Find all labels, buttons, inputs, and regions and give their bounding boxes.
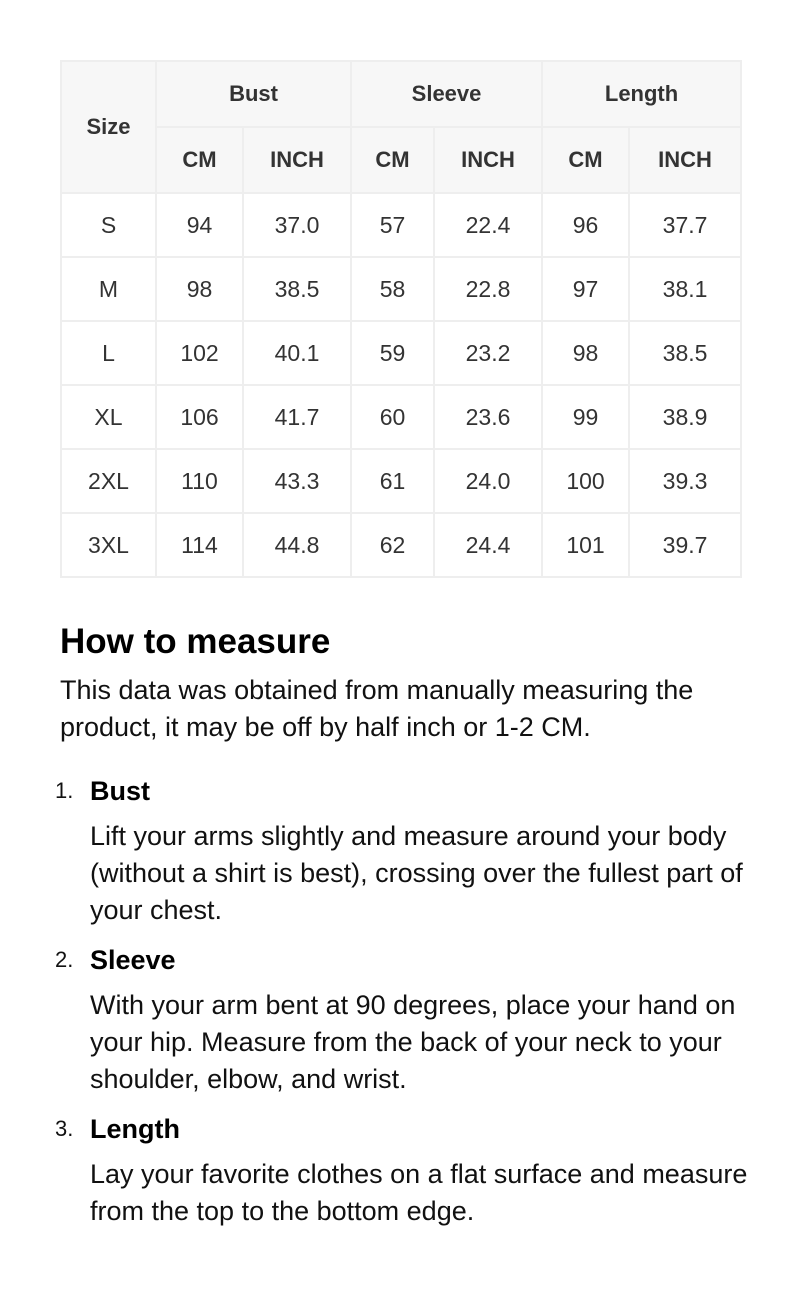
step-number: 2. bbox=[55, 947, 74, 972]
table-cell: 110 bbox=[156, 449, 243, 513]
table-cell: 24.4 bbox=[434, 513, 542, 577]
table-cell: 39.3 bbox=[629, 449, 741, 513]
table-cell: 61 bbox=[351, 449, 434, 513]
step-title: Length bbox=[90, 1114, 180, 1144]
table-cell: 57 bbox=[351, 193, 434, 257]
table-row bbox=[61, 513, 741, 577]
table-cell: 99 bbox=[542, 385, 629, 449]
table-cell: 22.4 bbox=[434, 193, 542, 257]
list-item bbox=[55, 1112, 760, 1230]
table-cell: 37.7 bbox=[629, 193, 741, 257]
header-size: Size bbox=[61, 61, 156, 193]
table-row bbox=[61, 449, 741, 513]
size-cell: S bbox=[61, 193, 156, 257]
header-unit: CM bbox=[351, 127, 434, 193]
step-description: With your arm bent at 90 degrees, place your hand on your hip. Measure from the back of your neck to your shoulder, elbow, and wrist. bbox=[90, 990, 736, 1094]
size-chart-table bbox=[60, 60, 742, 578]
section-title: How to measure bbox=[60, 622, 331, 661]
step-title: Bust bbox=[90, 776, 150, 806]
header-unit: INCH bbox=[243, 127, 351, 193]
header-unit: INCH bbox=[434, 127, 542, 193]
table-cell: 62 bbox=[351, 513, 434, 577]
table-cell: 98 bbox=[542, 321, 629, 385]
table-cell: 23.2 bbox=[434, 321, 542, 385]
table-cell: 38.1 bbox=[629, 257, 741, 321]
table-cell: 43.3 bbox=[243, 449, 351, 513]
table-cell: 114 bbox=[156, 513, 243, 577]
table-cell: 44.8 bbox=[243, 513, 351, 577]
size-cell: 3XL bbox=[61, 513, 156, 577]
table-row bbox=[61, 385, 741, 449]
table-cell: 97 bbox=[542, 257, 629, 321]
step-description: Lift your arms slightly and measure around your body (without a shirt is best), crossing over the fullest part of your chest. bbox=[90, 821, 743, 925]
table-cell: 94 bbox=[156, 193, 243, 257]
size-cell: M bbox=[61, 257, 156, 321]
header-unit: CM bbox=[542, 127, 629, 193]
table-cell: 59 bbox=[351, 321, 434, 385]
header-unit: INCH bbox=[629, 127, 741, 193]
table-cell: 100 bbox=[542, 449, 629, 513]
table-cell: 24.0 bbox=[434, 449, 542, 513]
table-row bbox=[61, 257, 741, 321]
table-row bbox=[61, 321, 741, 385]
table-row bbox=[61, 193, 741, 257]
measure-steps-list bbox=[55, 774, 760, 1230]
table-cell: 102 bbox=[156, 321, 243, 385]
step-number: 1. bbox=[55, 778, 74, 803]
table-cell: 98 bbox=[156, 257, 243, 321]
list-item bbox=[55, 774, 760, 929]
size-cell: XL bbox=[61, 385, 156, 449]
header-bust: Bust bbox=[156, 61, 351, 127]
table-cell: 96 bbox=[542, 193, 629, 257]
table-unit-row bbox=[61, 127, 741, 193]
table-header-row bbox=[61, 61, 741, 127]
header-sleeve: Sleeve bbox=[351, 61, 542, 127]
table-cell: 23.6 bbox=[434, 385, 542, 449]
step-description: Lay your favorite clothes on a flat surface and measure from the top to the bottom edge. bbox=[90, 1159, 748, 1226]
table-cell: 38.9 bbox=[629, 385, 741, 449]
list-item bbox=[55, 943, 760, 1098]
header-length: Length bbox=[542, 61, 741, 127]
size-cell: L bbox=[61, 321, 156, 385]
step-title: Sleeve bbox=[90, 945, 176, 975]
how-to-measure-section bbox=[55, 620, 760, 1244]
size-cell: 2XL bbox=[61, 449, 156, 513]
step-number: 3. bbox=[55, 1116, 74, 1141]
header-unit: CM bbox=[156, 127, 243, 193]
table-cell: 37.0 bbox=[243, 193, 351, 257]
table-cell: 40.1 bbox=[243, 321, 351, 385]
table-cell: 41.7 bbox=[243, 385, 351, 449]
table-cell: 60 bbox=[351, 385, 434, 449]
table-cell: 39.7 bbox=[629, 513, 741, 577]
intro-text: This data was obtained from manually measuring the product, it may be off by half inch or 1-2 CM. bbox=[60, 675, 694, 742]
table-cell: 101 bbox=[542, 513, 629, 577]
table-cell: 106 bbox=[156, 385, 243, 449]
table-cell: 38.5 bbox=[243, 257, 351, 321]
table-cell: 38.5 bbox=[629, 321, 741, 385]
table-cell: 58 bbox=[351, 257, 434, 321]
table-cell: 22.8 bbox=[434, 257, 542, 321]
